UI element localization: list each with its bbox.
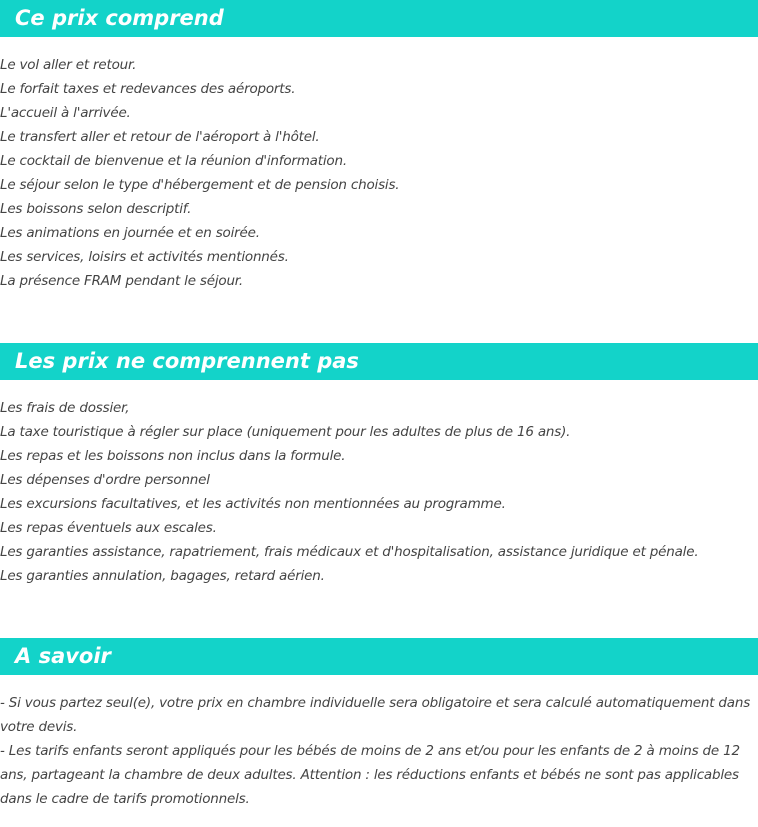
list-item: Le séjour selon le type d'hébergement et de pension choisis. [0,177,400,193]
list-item: Les repas et les boissons non inclus dans la formule. [0,448,346,464]
list-item: Le forfait taxes et redevances des aéroports. [0,81,296,97]
list-item: L'accueil à l'arrivée. [0,105,131,121]
list-item: Les garanties annulation, bagages, retard aérien. [0,568,325,584]
list-item: Le cocktail de bienvenue et la réunion d'information. [0,153,347,169]
list-item: Les frais de dossier, [0,400,130,416]
list-item: Les garanties assistance, rapatriement, frais médicaux et d'hospitalisation, assistance juridique et pénale. [0,544,699,560]
list-item: Les animations en journée et en soirée. [0,225,260,241]
list-item: Les excursions facultatives, et les activités non mentionnées au programme. [0,496,506,512]
list-item: Le transfert aller et retour de l'aéroport à l'hôtel. [0,129,320,145]
list-item: La présence FRAM pendant le séjour. [0,273,244,289]
section-good-to-know [0,638,758,811]
notes-block [0,691,758,811]
section-title: Les prix ne comprennent pas [0,343,758,380]
section-price-excludes [0,343,758,588]
note-paragraph: - Les tarifs enfants seront appliqués pour les bébés de moins de 2 ans et/ou pour les enfants de 2 à moins de 12 ans, partageant la chambre de deux adultes. Attention : les réductions enfants et bébés ne sont pas applicables dans le cadre de tarifs promotionnels. [0,743,740,807]
list-item: Les repas éventuels aux escales. [0,520,217,536]
section-title: A savoir [0,638,758,675]
list-item: Le vol aller et retour. [0,57,137,73]
list-item: Les boissons selon descriptif. [0,201,192,217]
section-price-includes [0,0,758,293]
excluded-list [0,396,758,588]
list-item: Les services, loisirs et activités mentionnés. [0,249,289,265]
included-list [0,53,758,293]
section-title: Ce prix comprend [0,0,758,37]
list-item: La taxe touristique à régler sur place (uniquement pour les adultes de plus de 16 ans). [0,424,571,440]
list-item: Les dépenses d'ordre personnel [0,472,210,488]
note-paragraph: - Si vous partez seul(e), votre prix en chambre individuelle sera obligatoire et sera calculé automatiquement dans votre devis. [0,695,751,735]
